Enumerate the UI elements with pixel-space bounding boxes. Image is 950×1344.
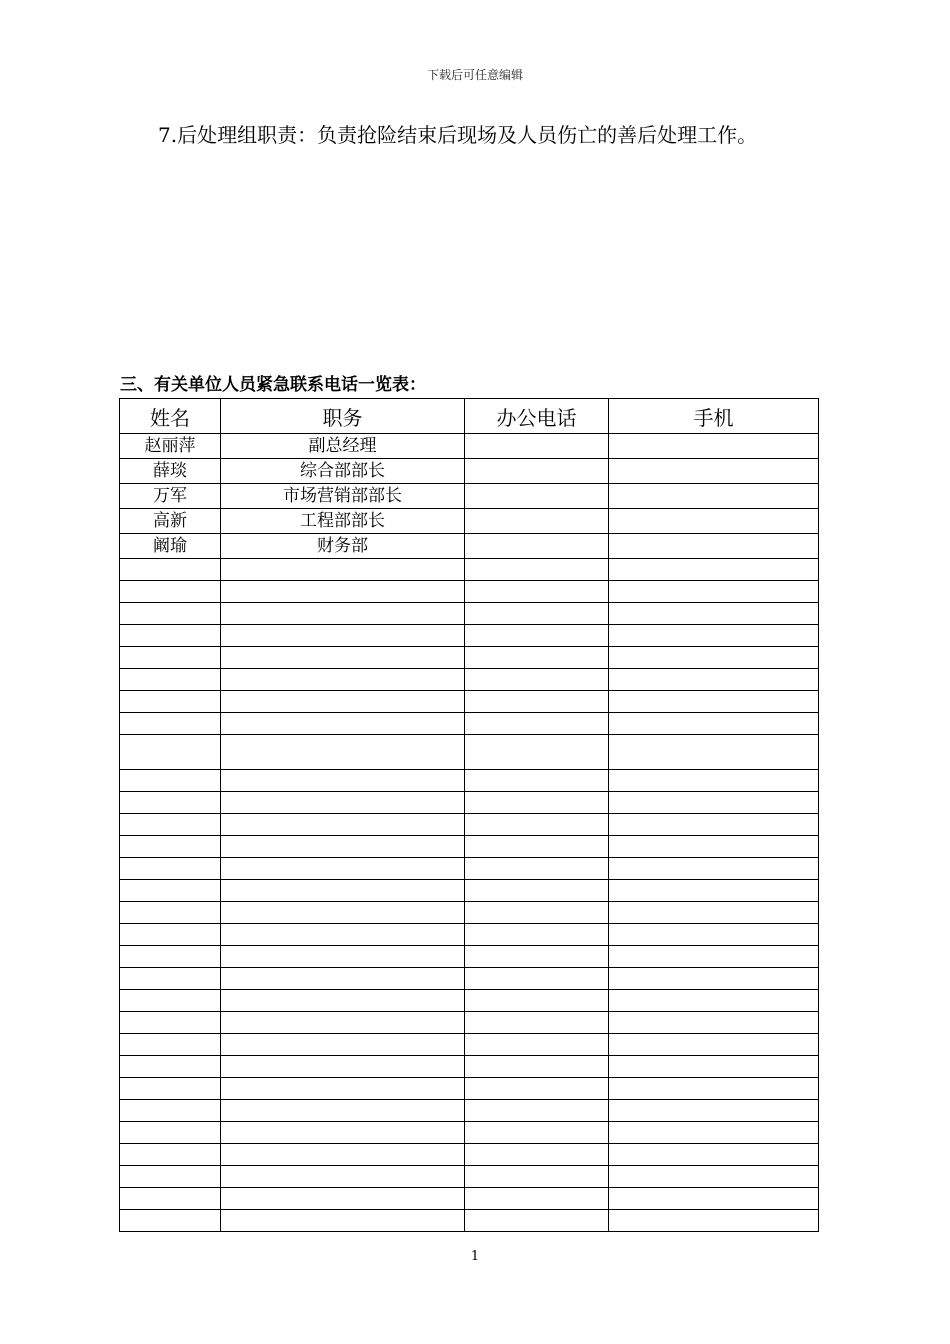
cell-office-phone [465, 1012, 609, 1034]
cell-office-phone [465, 770, 609, 792]
cell-mobile [609, 1210, 819, 1232]
cell-office-phone [465, 1056, 609, 1078]
empty-table-row [120, 924, 819, 946]
cell-mobile [609, 581, 819, 603]
cell-name [120, 1166, 221, 1188]
empty-table-row [120, 691, 819, 713]
cell-mobile [609, 735, 819, 770]
cell-name [120, 1078, 221, 1100]
empty-table-row [120, 968, 819, 990]
cell-mobile [609, 792, 819, 814]
responsibility-paragraph: 7.后处理组职责：负责抢险结束后现场及人员伤亡的善后处理工作。 [158, 123, 758, 147]
section-title: 三、有关单位人员紧急联系电话一览表： [120, 375, 426, 395]
cell-name [120, 814, 221, 836]
cell-position [221, 814, 465, 836]
empty-table-row [120, 735, 819, 770]
cell-office-phone [465, 1166, 609, 1188]
cell-mobile [609, 1100, 819, 1122]
table-row [120, 484, 819, 509]
table-row [120, 459, 819, 484]
page-number: 1 [470, 1249, 480, 1264]
empty-table-row [120, 902, 819, 924]
cell-name [120, 1100, 221, 1122]
cell-name [120, 1034, 221, 1056]
cell-position [221, 603, 465, 625]
cell-office-phone [465, 484, 609, 509]
cell-mobile [609, 625, 819, 647]
cell-name [120, 1056, 221, 1078]
cell-office-phone [465, 1144, 609, 1166]
empty-table-row [120, 559, 819, 581]
cell-office-phone [465, 1034, 609, 1056]
cell-name [120, 559, 221, 581]
cell-name [120, 880, 221, 902]
cell-office-phone [465, 603, 609, 625]
cell-mobile [609, 534, 819, 559]
cell-position [221, 647, 465, 669]
empty-table-row [120, 647, 819, 669]
empty-table-row [120, 990, 819, 1012]
header-office-phone: 办公电话 [465, 399, 609, 434]
empty-table-row [120, 836, 819, 858]
empty-table-row [120, 713, 819, 735]
empty-table-row [120, 792, 819, 814]
cell-office-phone [465, 1122, 609, 1144]
cell-name [120, 735, 221, 770]
cell-position [221, 735, 465, 770]
cell-mobile [609, 836, 819, 858]
cell-mobile [609, 691, 819, 713]
cell-position [221, 581, 465, 603]
empty-table-row [120, 880, 819, 902]
cell-mobile [609, 924, 819, 946]
cell-position [221, 669, 465, 691]
cell-mobile [609, 1188, 819, 1210]
cell-office-phone [465, 434, 609, 459]
cell-position [221, 924, 465, 946]
cell-position [221, 625, 465, 647]
cell-office-phone [465, 559, 609, 581]
cell-name: 薛琰 [120, 459, 221, 484]
table-row [120, 534, 819, 559]
cell-name [120, 792, 221, 814]
cell-name [120, 990, 221, 1012]
empty-table-row [120, 946, 819, 968]
cell-name [120, 946, 221, 968]
cell-office-phone [465, 509, 609, 534]
cell-name [120, 647, 221, 669]
header-name: 姓名 [120, 399, 221, 434]
cell-name [120, 1210, 221, 1232]
cell-name [120, 581, 221, 603]
cell-position [221, 858, 465, 880]
cell-office-phone [465, 735, 609, 770]
cell-name: 万军 [120, 484, 221, 509]
cell-mobile [609, 459, 819, 484]
cell-office-phone [465, 581, 609, 603]
cell-office-phone [465, 792, 609, 814]
cell-office-phone [465, 1100, 609, 1122]
empty-table-row [120, 603, 819, 625]
cell-position [221, 1078, 465, 1100]
cell-office-phone [465, 669, 609, 691]
empty-table-row [120, 858, 819, 880]
cell-mobile [609, 434, 819, 459]
cell-position [221, 1144, 465, 1166]
cell-office-phone [465, 946, 609, 968]
cell-mobile [609, 1012, 819, 1034]
cell-name [120, 713, 221, 735]
cell-name [120, 603, 221, 625]
cell-name [120, 968, 221, 990]
cell-position [221, 1034, 465, 1056]
cell-mobile [609, 990, 819, 1012]
cell-mobile [609, 669, 819, 691]
cell-name: 赵丽萍 [120, 434, 221, 459]
cell-name [120, 1144, 221, 1166]
cell-office-phone [465, 924, 609, 946]
cell-position [221, 1210, 465, 1232]
cell-name: 高新 [120, 509, 221, 534]
table-header-row [120, 399, 819, 434]
cell-position: 财务部 [221, 534, 465, 559]
header-mobile: 手机 [609, 399, 819, 434]
cell-office-phone [465, 836, 609, 858]
cell-office-phone [465, 902, 609, 924]
empty-table-row [120, 1078, 819, 1100]
cell-office-phone [465, 968, 609, 990]
cell-position [221, 770, 465, 792]
cell-mobile [609, 814, 819, 836]
cell-position [221, 792, 465, 814]
table-row [120, 509, 819, 534]
cell-position [221, 1188, 465, 1210]
cell-mobile [609, 713, 819, 735]
cell-mobile [609, 603, 819, 625]
cell-name [120, 625, 221, 647]
cell-position: 市场营销部部长 [221, 484, 465, 509]
cell-position [221, 1012, 465, 1034]
cell-name [120, 691, 221, 713]
cell-position [221, 691, 465, 713]
cell-position: 工程部部长 [221, 509, 465, 534]
cell-position [221, 1166, 465, 1188]
cell-mobile [609, 1078, 819, 1100]
empty-table-row [120, 1144, 819, 1166]
table-row [120, 434, 819, 459]
empty-table-row [120, 1056, 819, 1078]
cell-mobile [609, 484, 819, 509]
empty-table-row [120, 1188, 819, 1210]
cell-office-phone [465, 990, 609, 1012]
page-header: 下载后可任意编辑 [426, 68, 523, 82]
cell-office-phone [465, 647, 609, 669]
empty-table-row [120, 1166, 819, 1188]
cell-position [221, 1100, 465, 1122]
cell-position [221, 902, 465, 924]
cell-mobile [609, 770, 819, 792]
empty-table-row [120, 814, 819, 836]
cell-office-phone [465, 691, 609, 713]
cell-name [120, 836, 221, 858]
cell-position [221, 713, 465, 735]
empty-table-row [120, 1012, 819, 1034]
header-position: 职务 [221, 399, 465, 434]
cell-position [221, 1122, 465, 1144]
empty-table-row [120, 669, 819, 691]
cell-mobile [609, 559, 819, 581]
cell-office-phone [465, 1210, 609, 1232]
cell-name [120, 858, 221, 880]
cell-office-phone [465, 459, 609, 484]
cell-office-phone [465, 625, 609, 647]
empty-table-row [120, 1034, 819, 1056]
empty-table-row [120, 770, 819, 792]
cell-mobile [609, 1144, 819, 1166]
cell-mobile [609, 880, 819, 902]
cell-name [120, 669, 221, 691]
cell-name [120, 1122, 221, 1144]
cell-name [120, 1012, 221, 1034]
cell-position [221, 836, 465, 858]
cell-mobile [609, 647, 819, 669]
cell-mobile [609, 1166, 819, 1188]
empty-table-row [120, 1210, 819, 1232]
cell-office-phone [465, 858, 609, 880]
cell-mobile [609, 1122, 819, 1144]
cell-position: 副总经理 [221, 434, 465, 459]
empty-table-row [120, 581, 819, 603]
cell-position [221, 559, 465, 581]
cell-name [120, 924, 221, 946]
cell-mobile [609, 858, 819, 880]
cell-mobile [609, 902, 819, 924]
cell-mobile [609, 946, 819, 968]
cell-position [221, 880, 465, 902]
empty-table-row [120, 625, 819, 647]
cell-name [120, 1188, 221, 1210]
cell-name: 阚瑜 [120, 534, 221, 559]
empty-table-row [120, 1100, 819, 1122]
cell-mobile [609, 1056, 819, 1078]
cell-mobile [609, 968, 819, 990]
cell-position [221, 968, 465, 990]
cell-mobile [609, 509, 819, 534]
cell-position [221, 946, 465, 968]
cell-position [221, 1056, 465, 1078]
cell-office-phone [465, 880, 609, 902]
cell-office-phone [465, 534, 609, 559]
cell-name [120, 902, 221, 924]
cell-office-phone [465, 814, 609, 836]
cell-office-phone [465, 1188, 609, 1210]
cell-office-phone [465, 1078, 609, 1100]
cell-position: 综合部部长 [221, 459, 465, 484]
empty-table-row [120, 1122, 819, 1144]
cell-name [120, 770, 221, 792]
cell-office-phone [465, 713, 609, 735]
cell-mobile [609, 1034, 819, 1056]
contact-table [119, 398, 819, 1232]
cell-position [221, 990, 465, 1012]
